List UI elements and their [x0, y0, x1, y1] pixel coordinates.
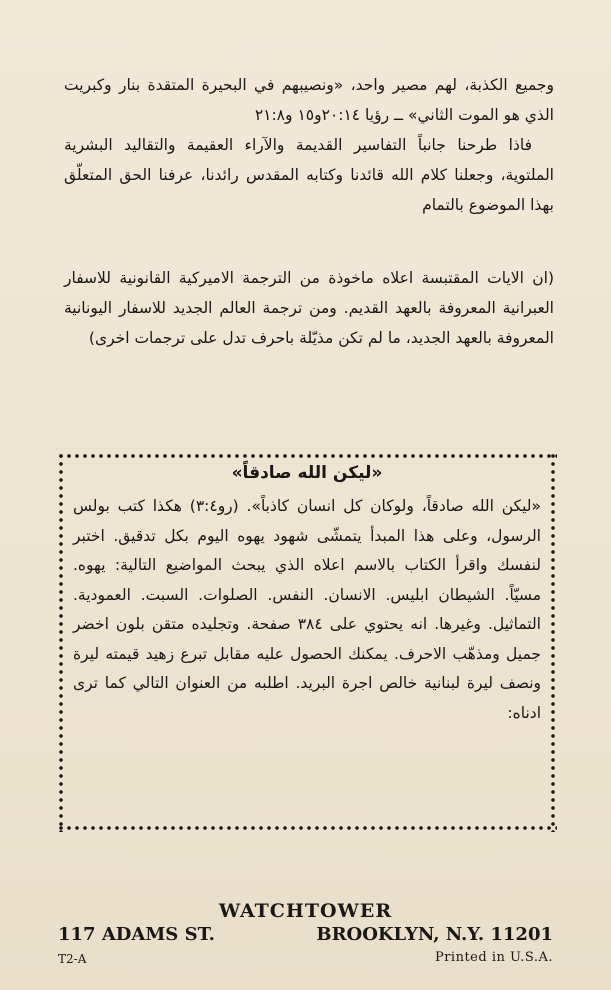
dotted-border-left [57, 452, 65, 832]
dotted-border-bottom [57, 824, 557, 832]
printed-note: Printed in U.S.A. [434, 950, 553, 965]
paragraph-revelation: وجميع الكذبة، لهم مصير واحد، «ونصيبهم في البحيرة المتقدة بنار وكبريت الذي هو الموت الثاني» ــ رؤيا ٢٠:١٤و١٥ و٢١:٨ [64, 76, 554, 124]
translation-note: (ان الايات المقتبسة اعلاه ماخوذة من الترجمة الاميركية القانونية للاسفار العبرانية المعروفة بالعهد القديم. ومن ترجمة العالم الجديد للاسفار اليونانية المعروفة بالعهد الجديد، ما لم تكن مذيّلة باحرف تدل على ترجمات اخرى) [64, 269, 554, 347]
publisher-city: BROOKLYN, N.Y. 11201 [316, 924, 553, 945]
intro-text [64, 70, 554, 220]
dotted-border-right [549, 452, 557, 832]
dotted-border-top [57, 452, 557, 460]
book-title: «ليكن الله صادقاً» [231, 463, 383, 483]
book-advertisement-box [57, 452, 557, 832]
paragraph-conclusion: فاذا طرحنا جانباً التفاسير القديمة والآراء العقيمة والتقاليد البشرية الملتوية، وجعلنا كلام الله قائدنا وكتابه المقدس رائدنا، عرفنا الحق المتعلّق بهذا الموضوع بالتمام [64, 136, 554, 214]
publisher-name: WATCHTOWER [218, 900, 393, 922]
book-description: «ليكن الله صادقاً، ولوكان كل انسان كاذباً». (رو٣:٤) هكذا كتب بولس الرسول، وعلى هذا المبدأ يتمشّى شهود يهوه اليوم بكل تدقيق. اختبر لنفسك واقرأ الكتاب بالاسم اعلاه الذي يبحث المواضيع التالية: يهوه. مسيّاً. الشيطان ابليس. الانسان. النفس. الصلوات. السبت. العمودية. التماثيل. وغيرها. انه يحتوي على ٣٨٤ صفحة. وتجليده متقن بلون اخضر جميل ومذهّب الاحرف. يمكنك الحصول عليه مقابل تبرع زهيد قيمته ليرة ونصف ليرة لبنانية خالص اجرة البريد. اطلبه من العنوان التالي كما ترى ادناه: [73, 497, 541, 722]
box-content [73, 460, 541, 822]
tract-code: T2-A [58, 952, 87, 966]
publisher-street: 117 ADAMS ST. [58, 924, 215, 945]
